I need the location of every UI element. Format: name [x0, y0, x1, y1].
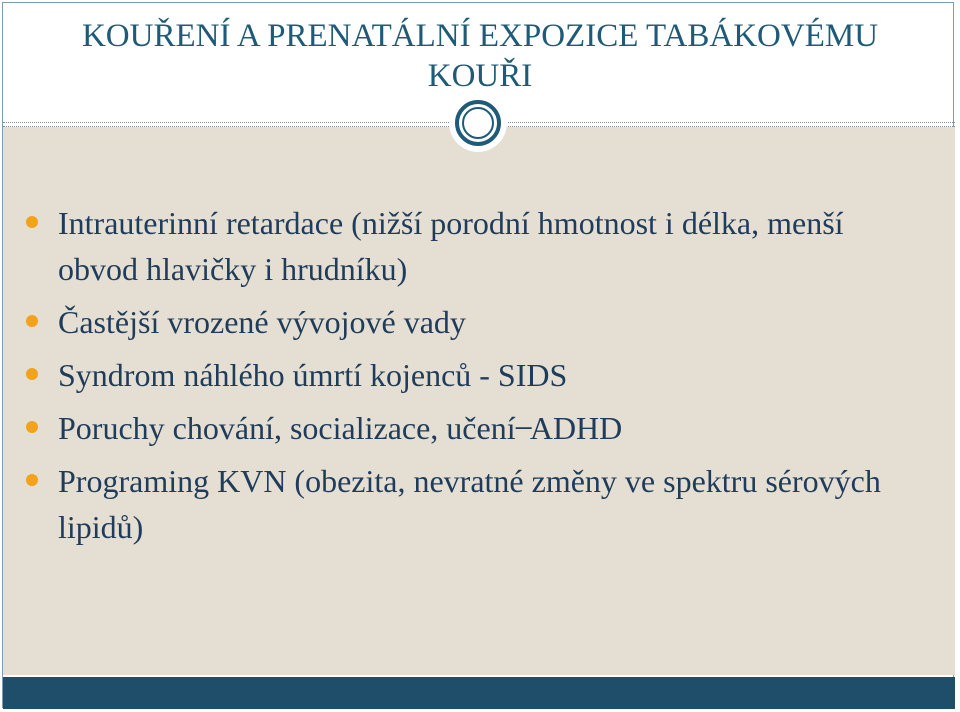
slide-title: [0, 16, 960, 96]
title-line-1: KOUŘENÍ A PRENATÁLNÍ EXPOZICE TABÁKOVÉMU: [81, 18, 879, 54]
list-item: [26, 458, 926, 550]
list-item: [26, 200, 926, 292]
circle-bullet-icon: [26, 421, 38, 433]
circle-bullet-icon: [26, 474, 38, 486]
circle-bullet-icon: [26, 216, 38, 228]
list-item: [26, 352, 926, 398]
bottom-bar: [3, 677, 955, 709]
bullet-list: [26, 200, 926, 557]
double-ring-icon: [449, 94, 507, 152]
list-item: [26, 405, 926, 451]
bullet-text: Intrauterinní retardace (nižší porodní hmotnost i délka, menší obvod hlavičky i hrudníku): [58, 205, 844, 287]
circle-bullet-icon: [26, 315, 38, 327]
circle-bullet-icon: [26, 368, 38, 380]
title-line-2: KOUŘI: [427, 58, 533, 94]
bullet-text: Syndrom náhlého úmrtí kojenců - SIDS: [58, 357, 568, 393]
bullet-text: Poruchy chování, socializace, učení ̶ ADHD: [58, 410, 623, 446]
list-item: [26, 299, 926, 345]
bullet-text: Programing KVN (obezita, nevratné změny ve spektru sérových lipidů): [58, 463, 881, 545]
ring-ornament: [455, 100, 501, 146]
bullet-text: Častější vrozené vývojové vady: [58, 304, 466, 340]
